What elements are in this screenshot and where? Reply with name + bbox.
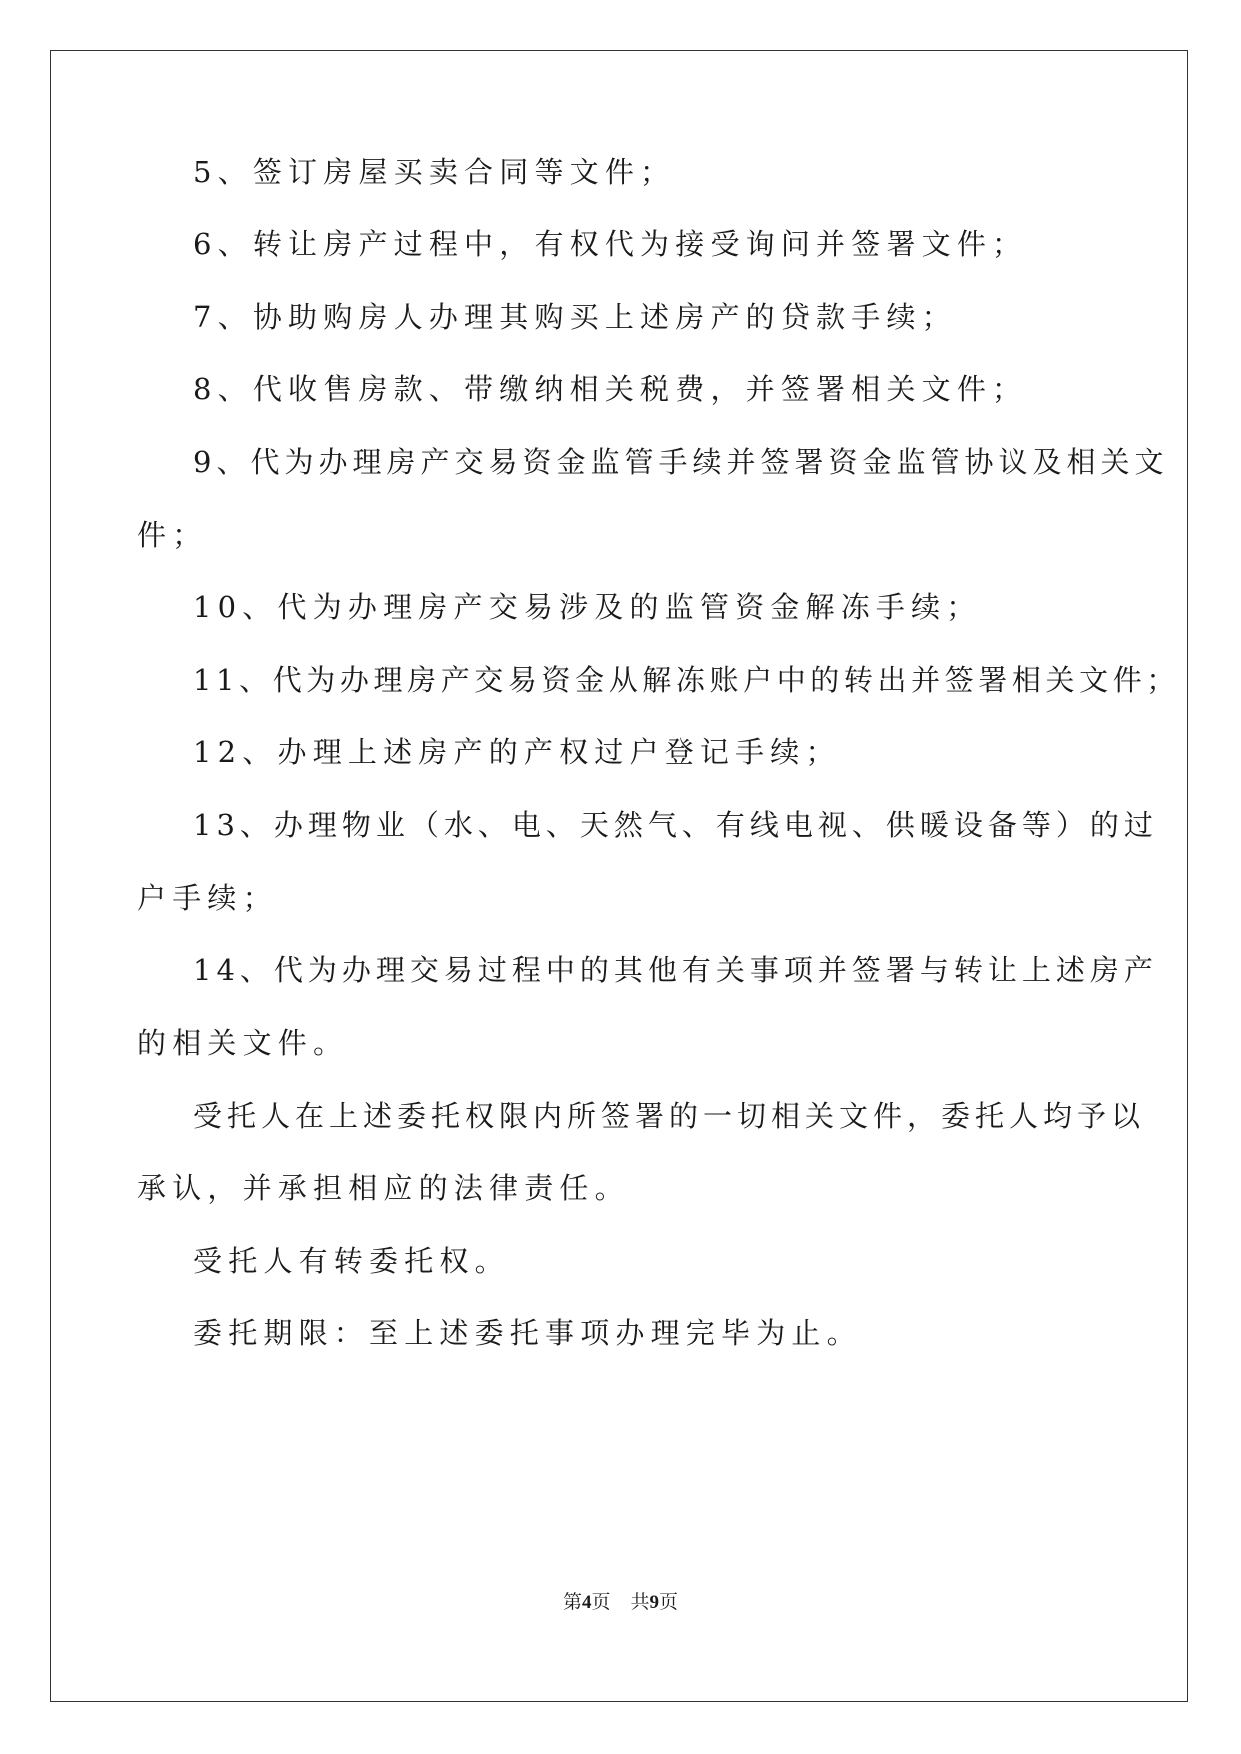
page-prefix: 第 — [562, 1591, 582, 1613]
clause-13-line-2: 户手续； — [137, 881, 278, 915]
page-suffix: 页 — [591, 1591, 611, 1613]
acknowledgement-line-2: 承认，并承担相应的法律责任。 — [137, 1171, 630, 1205]
clause-14-line-1: 14、代为办理交易过程中的其他有关事项并签署与转让上述房产 — [193, 953, 1158, 987]
clause-7: 7、协助购房人办理其购买上述房产的贷款手续； — [193, 300, 957, 334]
total-prefix: 共 — [630, 1591, 650, 1613]
clause-10: 10、代为办理房产交易涉及的监管资金解冻手续； — [193, 590, 982, 624]
clause-5: 5、签订房屋买卖合同等文件； — [193, 155, 676, 189]
sub-delegation-statement: 受托人有转委托权。 — [193, 1244, 510, 1278]
acknowledgement-line-1: 受托人在上述委托权限内所签署的一切相关文件，委托人均予以 — [193, 1099, 1146, 1133]
clause-6: 6、转让房产过程中，有权代为接受询问并签署文件； — [193, 227, 1028, 261]
clause-13-line-1: 13、办理物业（水、电、天然气、有线电视、供暖设备等）的过 — [193, 808, 1158, 842]
current-page-number: 4 — [581, 1592, 592, 1613]
clause-9-line-2: 件； — [137, 518, 208, 552]
clause-14-line-2: 的相关文件。 — [137, 1026, 349, 1060]
total-page-count: 9 — [649, 1592, 660, 1613]
page-number-footer — [0, 1590, 1241, 1615]
clause-12: 12、办理上述房产的产权过户登记手续； — [193, 735, 841, 769]
total-suffix: 页 — [659, 1591, 679, 1613]
clause-11: 11、代为办理房产交易资金从解冻账户中的转出并签署相关文件； — [193, 663, 1180, 697]
entrustment-period: 委托期限：至上述委托事项办理完毕为止。 — [193, 1316, 862, 1350]
clause-8: 8、代收售房款、带缴纳相关税费，并签署相关文件； — [193, 372, 1028, 406]
clause-9-line-1: 9、代为办理房产交易资金监管手续并签署资金监管协议及相关文 — [193, 445, 1169, 479]
